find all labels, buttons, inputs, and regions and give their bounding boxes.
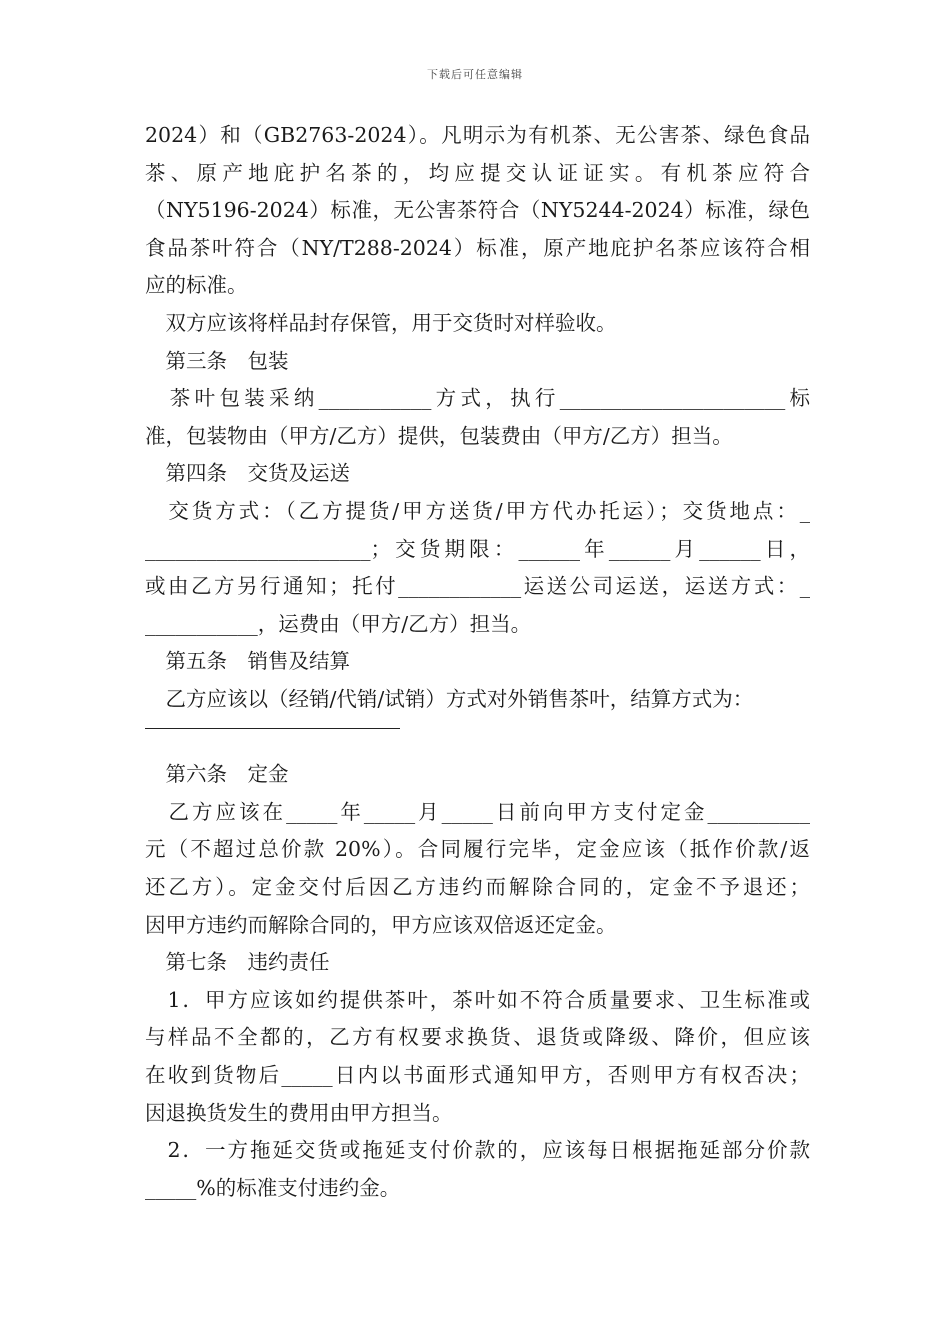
- text-line: 第三条 包装: [145, 348, 289, 373]
- text-line: 或由乙方另行通知；托付____________运送公司运送，运送方式：_: [145, 574, 810, 599]
- page-header: 下载后可任意编辑: [427, 68, 523, 81]
- text-line: 乙方应该以（经销/代销/试销）方式对外销售茶叶，结算方式为：: [145, 687, 754, 711]
- text-line: 元（不超过总价款 20%）。合同履行完毕，定金应该（抵作价款/返: [145, 837, 810, 862]
- blank-line-settlement: [145, 728, 400, 729]
- text-line: 茶、原产地庇护名茶的，均应提交认证证实。有机茶应符合: [145, 160, 810, 185]
- text-line: 交货方式：（乙方提货/甲方送货/甲方代办托运）；交货地点：_: [145, 499, 810, 523]
- text-line: _____%的标准支付违约金。: [145, 1175, 401, 1200]
- text-line: 2024）和（GB2763-2024）。凡明示为有机茶、无公害茶、绿色食品: [145, 123, 810, 147]
- text-line: 2．一方拖延交货或拖延支付价款的，应该每日根据拖延部分价款: [145, 1138, 810, 1163]
- text-line: 双方应该将样品封存保管，用于交货时对样验收。: [145, 311, 617, 335]
- text-line: 第五条 销售及结算: [145, 649, 350, 674]
- text-line: 1．甲方应该如约提供茶叶，茶叶如不符合质量要求、卫生标准或: [145, 987, 810, 1012]
- text-line: 因甲方违约而解除合同的，甲方应该双倍返还定金。: [145, 912, 617, 937]
- text-line: 在收到货物后_____日内以书面形式通知甲方，否则甲方有权否决；: [145, 1063, 810, 1087]
- text-line: 与样品不全都的，乙方有权要求换货、退货或降级、降价，但应该: [145, 1025, 810, 1050]
- text-line: ______________________；交货期限：______年______月______日，: [145, 536, 810, 561]
- text-line: 准，包装物由（甲方/乙方）提供，包装费由（甲方/乙方）担当。: [145, 423, 733, 448]
- text-line: 第四条 交货及运送: [145, 461, 350, 486]
- text-line: 第六条 定金: [145, 762, 289, 787]
- text-line: 乙方应该在_____年_____月_____日前向甲方支付定金__________: [145, 799, 810, 824]
- text-line: 因退换货发生的费用由甲方担当。: [145, 1100, 453, 1125]
- text-line: 茶叶包装采纳___________方式，执行______________________标: [145, 386, 810, 411]
- text-line: 还乙方）。定金交付后因乙方违约而解除合同的，定金不予退还；: [145, 875, 810, 899]
- text-line: （NY5196-2024）标准，无公害茶符合（NY5244-2024）标准，绿色: [145, 198, 810, 223]
- text-line: 第七条 违约责任: [145, 950, 330, 975]
- text-line: ___________，运费由（甲方/乙方）担当。: [145, 611, 532, 636]
- text-line: 应的标准。: [145, 273, 248, 298]
- text-line: 食品茶叶符合（NY/T288-2024）标准，原产地庇护名茶应该符合相: [145, 235, 810, 260]
